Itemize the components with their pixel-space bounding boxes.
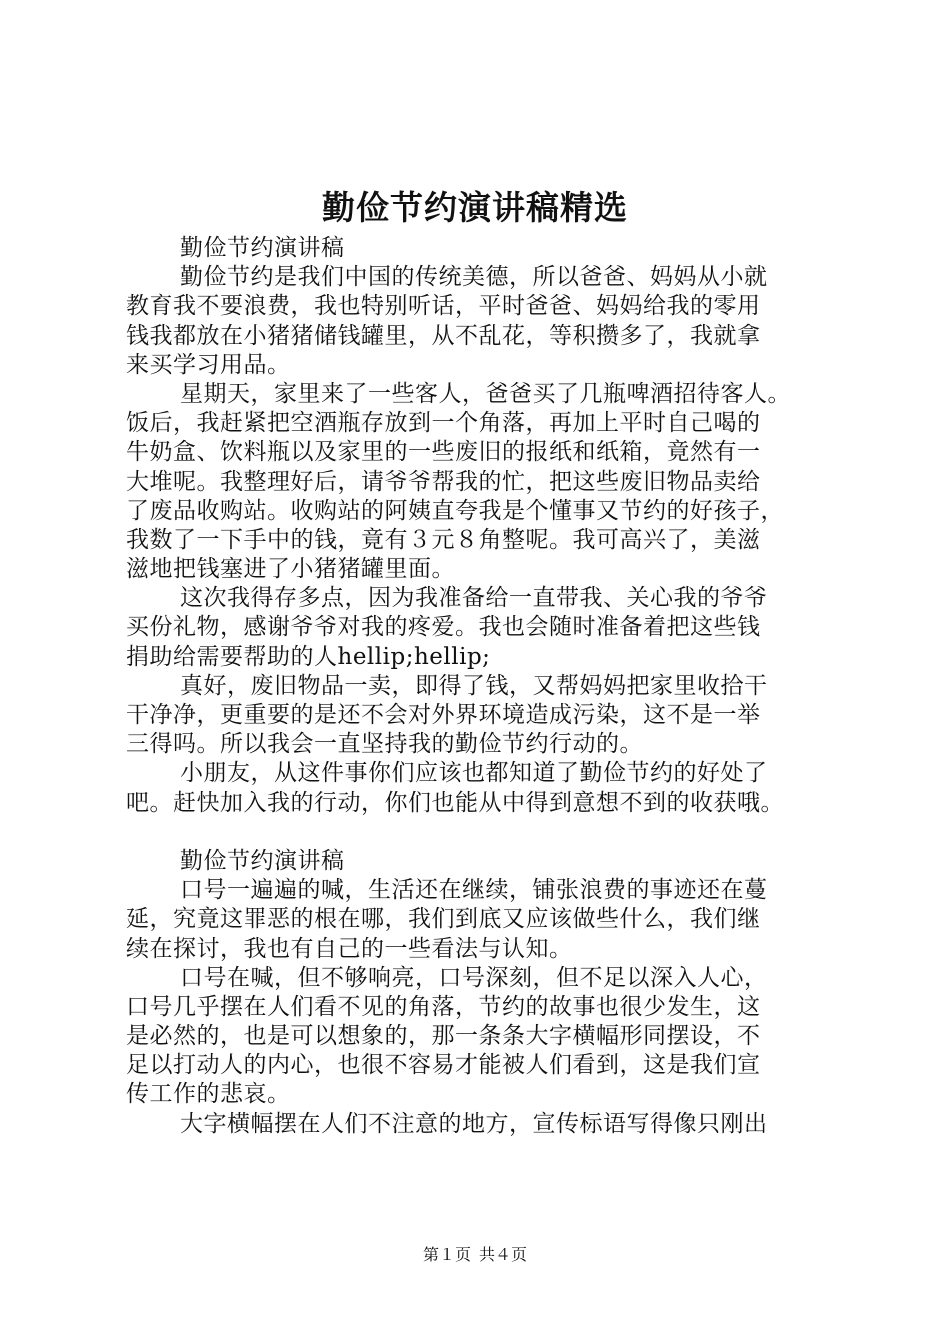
document-title: 勤俭节约演讲稿精选 [322, 188, 628, 227]
paragraph-line: 这次我得存多点，因为我准备给一直带我、关心我的爷爷 [180, 585, 768, 612]
paragraph-line: 滋地把钱塞进了小猪猪罐里面。 [126, 556, 455, 583]
paragraph [126, 263, 846, 380]
paragraph-line: 吧。赶快加入我的行动，你们也能从中得到意想不到的收获哦。 [126, 789, 784, 816]
paragraph-line: 是必然的，也是可以想象的，那一条条大字横幅形同摆设，不 [126, 1023, 761, 1050]
paragraph-line: 饭后，我赶紧把空酒瓶存放到一个角落，再加上平时自己喝的 [126, 410, 761, 437]
paragraph-line: 续在探讨，我也有自己的一些看法与认知。 [126, 935, 573, 962]
section-heading: 勤俭节约演讲稿 [180, 235, 345, 261]
paragraph-line: 教育我不要浪费，我也特别听话，平时爸爸、妈妈给我的零用 [126, 293, 761, 320]
section-spacer [126, 818, 846, 847]
paragraph-line: 干净净，更重要的是还不会对外界环境造成污染，这不是一举 [126, 702, 761, 728]
page-number: 第１页 [422, 1245, 471, 1264]
paragraph-line: 捐助给需要帮助的人hellip;hellip; [126, 643, 491, 670]
paragraph-line: 牛奶盒、饮料瓶以及家里的一些废旧的报纸和纸箱，竟然有一 [126, 439, 761, 466]
paragraph-line: 小朋友，从这件事你们应该也都知道了勤俭节约的好处了 [180, 760, 768, 787]
paragraph [126, 759, 846, 817]
paragraph-line: 口号几乎摆在人们看不见的角落，节约的故事也很少发生，这 [126, 993, 761, 1020]
paragraph-line: 钱我都放在小猪猪储钱罐里，从不乱花，等积攒多了，我就拿 [126, 322, 761, 349]
paragraph [126, 380, 846, 584]
paragraph-line: 延，究竟这罪恶的根在哪，我们到底又应该做些什么，我们继 [126, 906, 761, 933]
paragraph [126, 876, 846, 964]
paragraph-line: 大堆呢。我整理好后，请爷爷帮我的忙，把这些废旧物品卖给 [126, 468, 761, 495]
page-total: 共４页 [479, 1245, 528, 1264]
paragraph-line: 口号在喊，但不够响亮，口号深刻，但不足以深入人心， [180, 964, 768, 991]
paragraph-line: 勤俭节约是我们中国的传统美德，所以爸爸、妈妈从小就 [180, 264, 768, 291]
paragraph-line: 大字横幅摆在人们不注意的地方，宣传标语写得像只刚出 [180, 1110, 768, 1137]
paragraph [126, 1110, 846, 1139]
paragraph-line: 买份礼物，感谢爷爷对我的疼爱。我也会随时准备着把这些钱 [126, 614, 761, 641]
paragraph-line: 传工作的悲哀。 [126, 1081, 291, 1108]
paragraph-line: 我数了一下手中的钱，竟有３元８角整呢。我可高兴了，美滋 [126, 526, 761, 553]
paragraph-line: 来买学习用品。 [126, 351, 291, 378]
paragraph-line: 三得吗。所以我会一直坚持我的勤俭节约行动的。 [126, 731, 643, 758]
paragraph-line: 足以打动人的内心，也很不容易才能被人们看到，这是我们宣 [126, 1052, 761, 1079]
paragraph-line: 口号一遍遍的喊，生活还在继续，铺张浪费的事迹还在蔓 [180, 877, 768, 904]
paragraph-line: 星期天，家里来了一些客人，爸爸买了几瓶啤酒招待客人。 [180, 380, 791, 407]
paragraph-line: 了废品收购站。收购站的阿姨直夸我是个懂事又节约的好孩子， [126, 497, 784, 524]
section-heading: 勤俭节约演讲稿 [180, 847, 345, 874]
page-footer [0, 1243, 950, 1267]
document-body [126, 234, 846, 1139]
paragraph [126, 672, 846, 760]
paragraph [126, 584, 846, 672]
paragraph-line: 真好，废旧物品一卖，即得了钱，又帮妈妈把家里收拾干 [180, 672, 768, 699]
paragraph [126, 964, 846, 1110]
